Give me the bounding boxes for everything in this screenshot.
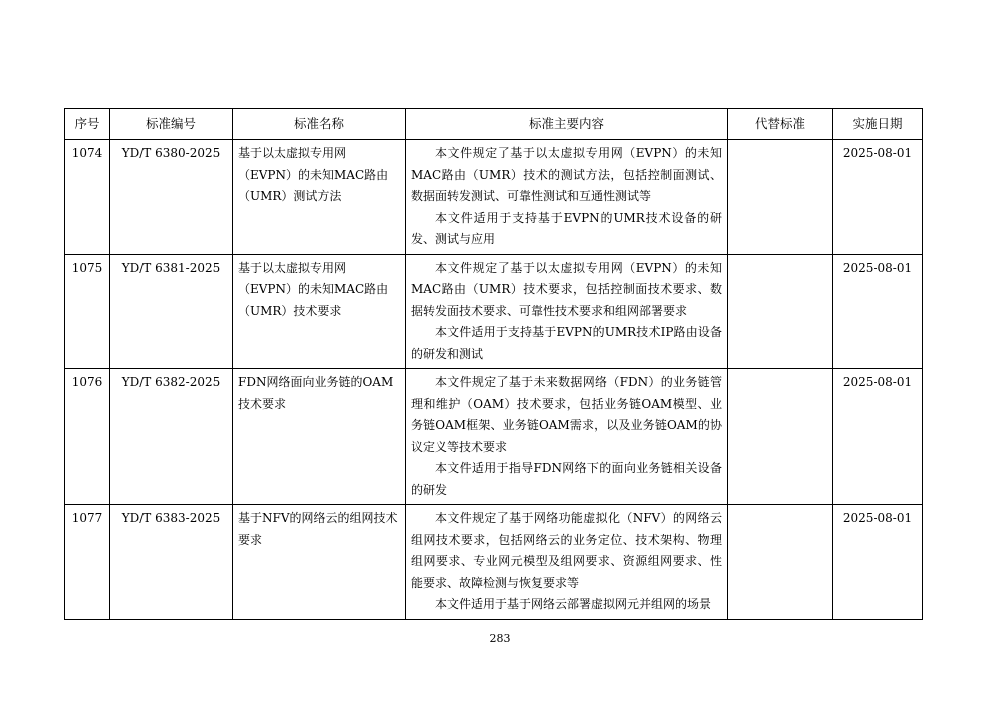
row-content-applicability: 本文件适用于支持基于EVPN的UMR技术IP路由设备的研发和测试 — [411, 325, 722, 361]
row-content-scope: 本文件规定了基于以太虚拟专用网（EVPN）的未知MAC路由（UMR）技术的测试方法，包括控制面测试、数据面转发测试、可靠性测试和互通性测试等 — [411, 146, 722, 203]
row-replaces — [728, 140, 833, 255]
row-content-applicability: 本文件适用于基于网络云部署虚拟网元并组网的场景 — [435, 597, 712, 611]
row-name: FDN网络面向业务链的OAM技术要求 — [233, 369, 406, 505]
row-name: 基于以太虚拟专用网（EVPN）的未知MAC路由（UMR）测试方法 — [233, 140, 406, 255]
row-code: YD/T 6381-2025 — [110, 254, 233, 369]
row-content-scope: 本文件规定了基于以太虚拟专用网（EVPN）的未知MAC路由（UMR）技术要求，包括控制面技术要求、数据转发面技术要求、可靠性技术要求和组网部署要求 — [411, 260, 722, 318]
row-date: 2025-08-01 — [833, 369, 923, 505]
table-row — [65, 369, 923, 505]
row-name: 基于NFV的网络云的组网技术要求 — [233, 505, 406, 620]
row-content — [406, 505, 728, 620]
row-code: YD/T 6382-2025 — [110, 369, 233, 505]
row-seq: 1076 — [65, 369, 110, 505]
header-date: 实施日期 — [833, 109, 923, 140]
header-content: 标准主要内容 — [406, 109, 728, 140]
row-content — [406, 140, 728, 255]
row-seq: 1075 — [65, 254, 110, 369]
row-replaces — [728, 369, 833, 505]
row-content-scope: 本文件规定了基于未来数据网络（FDN）的业务链管理和维护（OAM）技术要求，包括业务链OAM模型、业务链OAM框架、业务链OAM需求，以及业务链OAM的协议定义等技术要求 — [411, 375, 722, 454]
page-number: 283 — [489, 632, 511, 645]
row-replaces — [728, 254, 833, 369]
row-content — [406, 254, 728, 369]
table-header-row — [65, 109, 923, 140]
row-code: YD/T 6383-2025 — [110, 505, 233, 620]
table-row — [65, 505, 923, 620]
row-date: 2025-08-01 — [833, 505, 923, 620]
row-date: 2025-08-01 — [833, 254, 923, 369]
row-content-applicability: 本文件适用于指导FDN网络下的面向业务链相关设备的研发 — [411, 461, 722, 497]
row-code: YD/T 6380-2025 — [110, 140, 233, 255]
row-replaces — [728, 505, 833, 620]
row-content-scope: 本文件规定了基于网络功能虚拟化（NFV）的网络云组网技术要求，包括网络云的业务定位、技术架构、物理组网要求、专业网元模型及组网要求、资源组网要求、性能要求、故障检测与恢复要求等 — [411, 511, 722, 590]
row-seq: 1074 — [65, 140, 110, 255]
table-row — [65, 254, 923, 369]
row-content — [406, 369, 728, 505]
header-seq: 序号 — [65, 109, 110, 140]
header-name: 标准名称 — [233, 109, 406, 140]
row-date: 2025-08-01 — [833, 140, 923, 255]
row-content-applicability: 本文件适用于支持基于EVPN的UMR技术设备的研发、测试与应用 — [411, 210, 722, 246]
row-seq: 1077 — [65, 505, 110, 620]
table-row — [65, 140, 923, 255]
header-code: 标准编号 — [110, 109, 233, 140]
row-name: 基于以太虚拟专用网（EVPN）的未知MAC路由（UMR）技术要求 — [233, 254, 406, 369]
standards-table — [64, 108, 923, 620]
header-replaces: 代替标准 — [728, 109, 833, 140]
